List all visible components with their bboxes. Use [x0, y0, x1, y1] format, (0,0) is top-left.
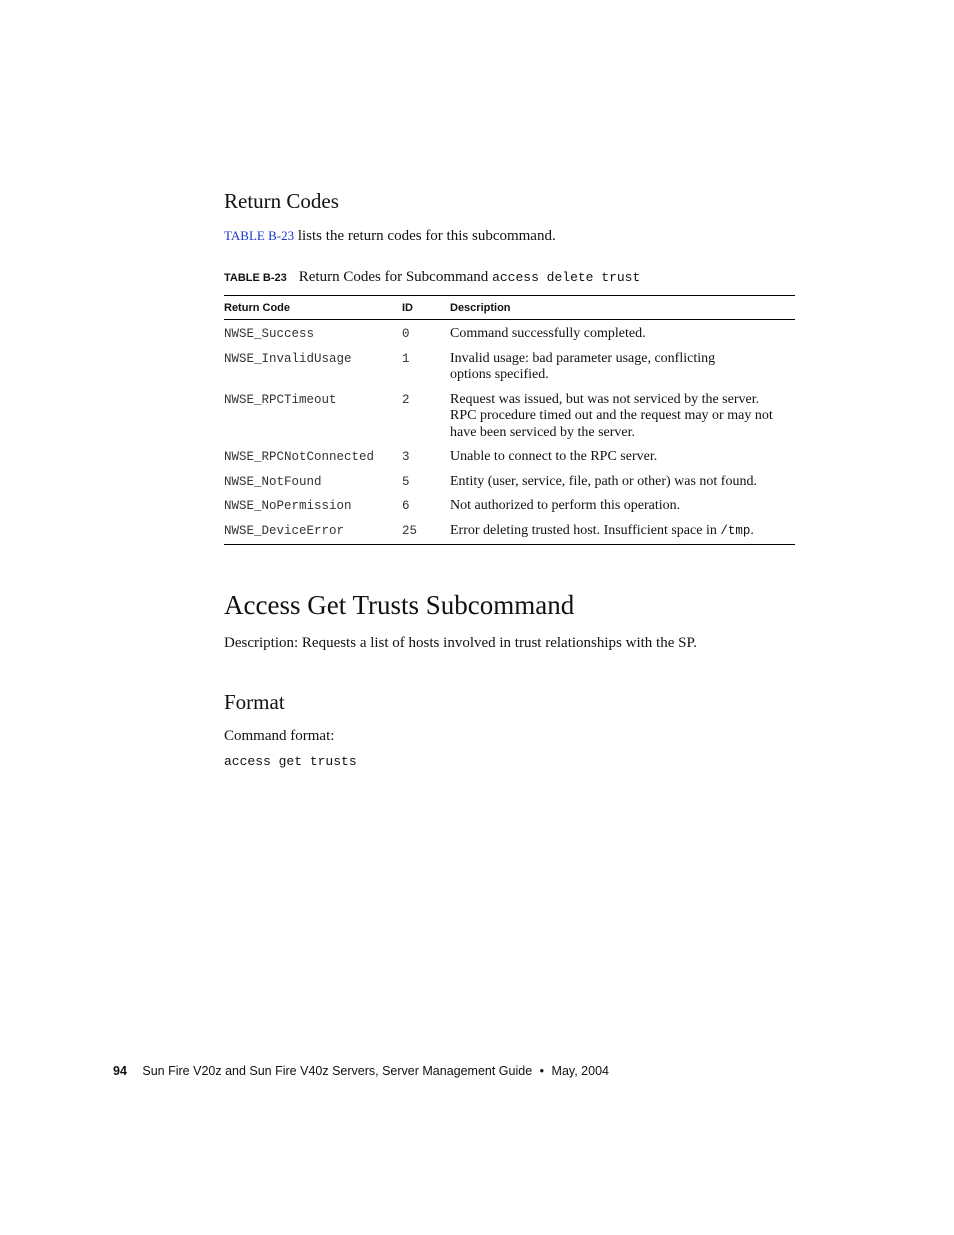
footer-date: May, 2004 — [551, 1064, 609, 1078]
description-cell: Invalid usage: bad parameter usage, conflicting options specified. — [450, 350, 716, 382]
column-header-description: Description — [450, 296, 795, 320]
description-cell — [450, 519, 795, 545]
command-format-label: Command format: — [224, 728, 335, 744]
page-number: 94 — [113, 1064, 127, 1078]
description-cell: Unable to connect to the RPC server. — [450, 449, 658, 464]
table-row — [224, 494, 795, 519]
table-header-row — [224, 296, 795, 320]
table-row — [224, 519, 795, 545]
id-cell: 5 — [402, 474, 410, 489]
table-row — [224, 470, 795, 495]
section-heading-return-codes: Return Codes — [224, 189, 339, 213]
table-caption-code: access delete trust — [492, 270, 641, 285]
description-code: /tmp — [720, 523, 751, 538]
return-code-cell: NWSE_NoPermission — [224, 499, 352, 513]
description-text: Error deleting trusted host. Insufficient space in — [450, 522, 721, 538]
table-row — [224, 320, 795, 347]
return-code-cell: NWSE_InvalidUsage — [224, 351, 352, 366]
intro-text: lists the return codes for this subcommand. — [294, 228, 556, 244]
description-cell: Not authorized to perform this operation. — [450, 498, 681, 513]
command-example: access get trusts — [224, 754, 357, 769]
table-caption — [224, 268, 640, 286]
description-cell: Entity (user, service, file, path or other) was not found. — [450, 473, 757, 489]
id-cell: 0 — [402, 327, 410, 341]
description-cell: Command successfully completed. — [450, 326, 646, 341]
footer-bullet: • — [539, 1064, 545, 1078]
table-row — [224, 445, 795, 470]
table-reference-link[interactable]: TABLE B-23 — [224, 228, 295, 243]
table-row — [224, 347, 795, 388]
description-end: . — [750, 522, 754, 538]
return-code-cell: NWSE_NotFound — [224, 474, 322, 489]
table-caption-text: Return Codes for Subcommand — [298, 269, 493, 285]
return-code-cell: NWSE_Success — [224, 327, 315, 341]
return-code-cell: NWSE_RPCNotConnected — [224, 450, 375, 464]
return-codes-table — [224, 295, 795, 545]
access-get-trusts-description: Description: Requests a list of hosts involved in trust relationships with the SP. — [224, 635, 697, 651]
section-heading-access-get-trusts: Access Get Trusts Subcommand — [224, 590, 575, 620]
return-code-cell: NWSE_DeviceError — [224, 519, 402, 545]
description-cell: Request was issued, but was not serviced by the server. RPC procedure timed out and the request may or may not have been serviced by the server. — [450, 391, 773, 440]
return-code-cell: NWSE_RPCTimeout — [224, 392, 337, 407]
id-cell: 25 — [402, 519, 450, 545]
column-header-return-code: Return Code — [224, 296, 402, 320]
id-cell: 6 — [402, 499, 410, 513]
table-row — [224, 388, 795, 446]
footer-title: Sun Fire V20z and Sun Fire V40z Servers, Server Management Guide — [142, 1064, 533, 1078]
id-cell: 3 — [402, 450, 410, 464]
table-label: TABLE B-23 — [224, 272, 287, 284]
page-footer — [113, 1064, 609, 1078]
section-heading-format: Format — [224, 690, 285, 714]
return-codes-intro — [224, 228, 556, 245]
id-cell: 2 — [402, 392, 410, 407]
column-header-id: ID — [402, 296, 450, 320]
id-cell: 1 — [402, 351, 410, 366]
